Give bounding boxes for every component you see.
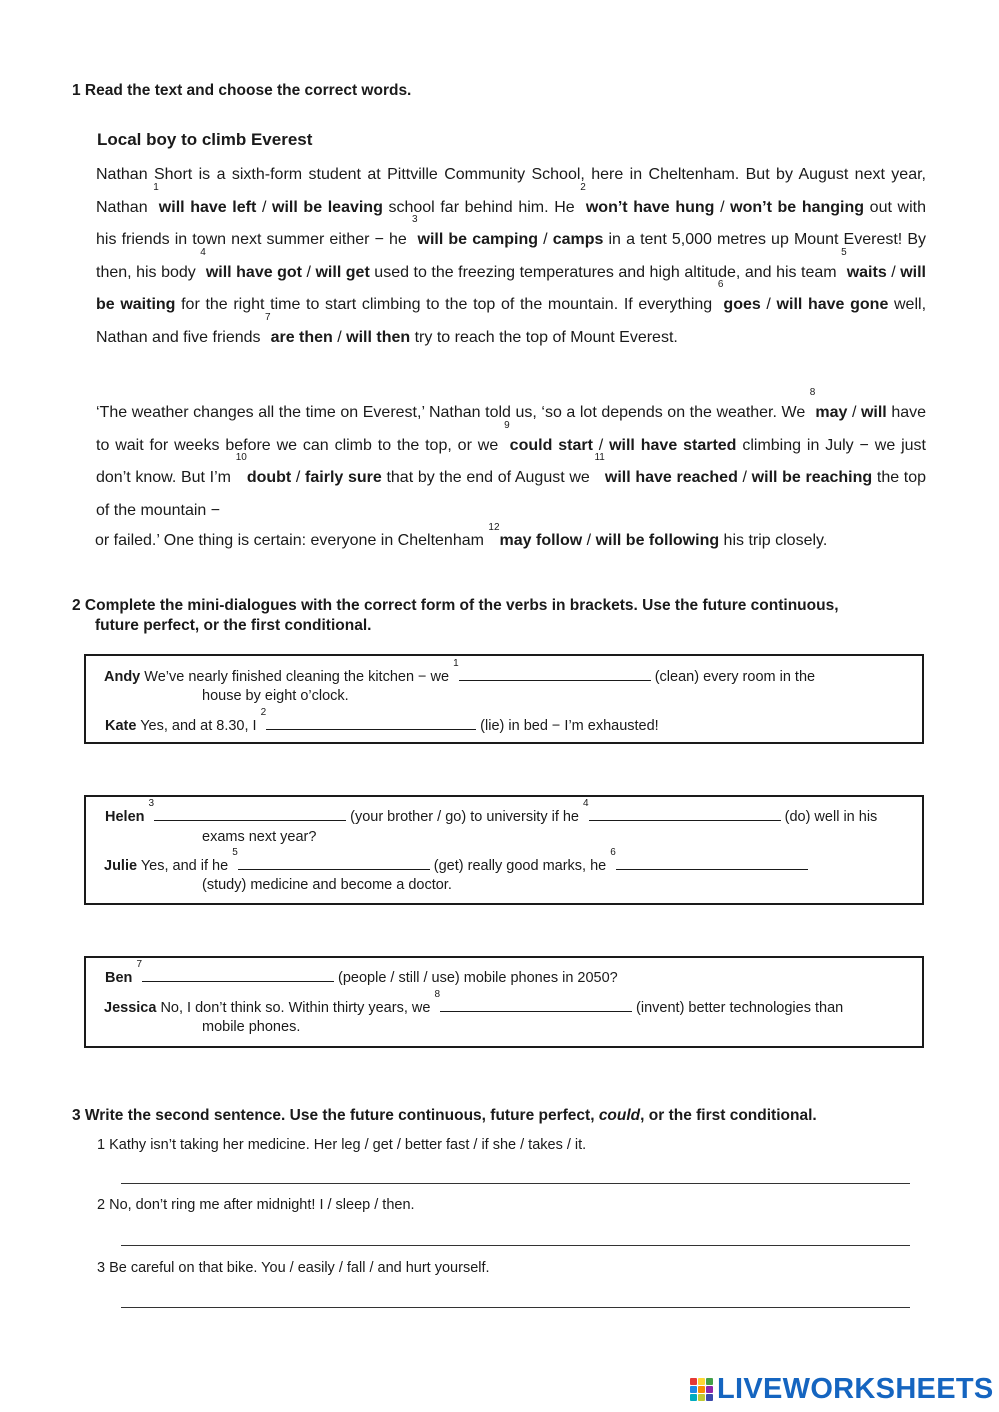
answer-blank-6[interactable] (616, 857, 808, 870)
dialogue-line-helen-cont: exams next year? (202, 829, 317, 845)
logo-text: LIVEWORKSHEETS (717, 1372, 994, 1405)
logo-square (698, 1394, 705, 1401)
option-9b[interactable]: will have started (609, 436, 737, 454)
option-1b[interactable]: will be leaving (272, 198, 383, 216)
exercise-2-heading-cont: future perfect, or the first conditional. (95, 617, 372, 634)
exercise-2-heading: 2 Complete the mini-dialogues with the correct form of the verbs in brackets. Use the future continuous, (72, 597, 839, 614)
speaker-andy: Andy (104, 669, 141, 685)
option-12b[interactable]: will be following (595, 532, 720, 549)
option-7a[interactable]: are then (270, 328, 333, 346)
answer-blank-2[interactable] (266, 717, 476, 730)
article-paragraph-3: or failed.’ One thing is certain: everyone in Cheltenham $^{12}$may follow / will be following his trip closely. (95, 522, 828, 549)
answer-blank-7[interactable] (142, 969, 334, 982)
dialogue-line-julie-cont: (study) medicine and become a doctor. (202, 877, 452, 893)
option-5a[interactable]: waits (846, 263, 887, 281)
logo-square (706, 1394, 713, 1401)
option-6b[interactable]: will have gone (776, 296, 889, 314)
speaker-ben: Ben (105, 970, 133, 986)
dialogue-line-andy: Andy We’ve nearly finished cleaning the kitchen − we $^1$ (clean) every room in the (104, 658, 816, 685)
logo-square (690, 1378, 697, 1385)
dialogue-line-helen: Helen $^3$ (your brother / go) to university if he $^4$ (do) well in his (105, 798, 878, 825)
option-9a[interactable]: could start (509, 436, 593, 454)
logo-mark-icon (690, 1378, 713, 1401)
answer-blank-5[interactable] (238, 857, 430, 870)
speaker-helen: Helen (105, 809, 145, 825)
answer-blank-8[interactable] (440, 999, 632, 1012)
option-10a[interactable]: doubt (246, 469, 292, 487)
option-2a[interactable]: won’t have hung (585, 198, 715, 216)
logo-square (698, 1378, 705, 1385)
exercise-3-item-2: 2 No, don’t ring me after midnight! I / sleep / then. (97, 1197, 415, 1213)
option-10b[interactable]: fairly sure (305, 469, 382, 487)
dialogue-line-andy-cont: house by eight o’clock. (202, 688, 349, 704)
exercise-3-item-3: 3 Be careful on that bike. You / easily / fall / and hurt yourself. (97, 1260, 490, 1276)
option-11a[interactable]: will have reached (604, 469, 738, 487)
answer-blank-3[interactable] (154, 808, 346, 821)
logo-square (690, 1394, 697, 1401)
option-3a[interactable]: will be camping (417, 231, 538, 249)
option-5b[interactable]: will be waiting (96, 263, 926, 314)
logo-square (690, 1386, 697, 1393)
dialogue-box-2 (84, 795, 924, 905)
option-4a[interactable]: will have got (205, 263, 302, 281)
exercise-3-heading: 3 Write the second sentence. Use the future continuous, future perfect, could, or the first conditional. (72, 1107, 817, 1124)
exercise-1-heading: 1 Read the text and choose the correct words. (72, 82, 412, 99)
option-2b[interactable]: won’t be hanging (730, 198, 865, 216)
speaker-jessica: Jessica (104, 1000, 157, 1016)
logo-square (698, 1386, 705, 1393)
option-11b[interactable]: will be reaching (751, 469, 873, 487)
logo-square (706, 1378, 713, 1385)
exercise-3-item-1: 1 Kathy isn’t taking her medicine. Her leg / get / better fast / if she / takes / it. (97, 1137, 587, 1153)
dialogue-line-julie: Julie Yes, and if he $^5$ (get) really good marks, he $^6$ (104, 857, 808, 874)
answer-line-1[interactable] (121, 1183, 910, 1184)
article-paragraph-1: Nathan Short is a sixth-form student at Pittville Community School, here in Cheltenham. But by August next year, Nathan $^1$will have left / will be leaving school far behind him. He $^2$won’t have hung / won’t be hanging out with his friends in town next summer either − he $^3$will be camping / camps in a tent 5,000 metres up Mount Everest! By then, his body $^4$will have got / will get used to the freezing temperatures and high altitude, and his team $^5$waits / will be waiting for the right time to start climbing to the top of the mountain. If everything $^6$goes / will have gone well, Nathan and five friends $^7$are then / will then try to reach the top of Mount Everest. (96, 166, 927, 346)
dialogue-line-kate: Kate Yes, and at 8.30, I $^2$ (lie) in bed − I’m exhausted! (105, 707, 659, 734)
option-6a[interactable]: goes (723, 296, 761, 314)
speaker-kate: Kate (105, 718, 137, 734)
dialogue-line-jessica-cont: mobile phones. (202, 1019, 301, 1035)
option-8a[interactable]: may (815, 404, 848, 421)
dialogue-box-1 (84, 654, 924, 744)
option-8b[interactable]: will (860, 404, 887, 421)
option-1a[interactable]: will have left (158, 198, 257, 216)
answer-blank-4[interactable] (589, 808, 781, 821)
dialogue-line-jessica: Jessica No, I don’t think so. Within thirty years, we $^8$ (invent) better technologies than (104, 989, 844, 1016)
option-3b[interactable]: camps (552, 231, 604, 249)
article-title: Local boy to climb Everest (97, 130, 313, 149)
answer-blank-1[interactable] (459, 668, 651, 681)
dialogue-box-3 (84, 956, 924, 1048)
liveworksheets-logo (690, 1372, 994, 1406)
dialogue-line-ben: Ben $^7$ (people / still / use) mobile phones in 2050? (105, 959, 618, 986)
option-7b[interactable]: will then (346, 328, 411, 346)
option-12a[interactable]: may follow (499, 532, 583, 549)
option-4b[interactable]: will get (315, 263, 370, 281)
speaker-julie: Julie (104, 858, 138, 874)
answer-line-2[interactable] (121, 1245, 910, 1246)
article-paragraph-2: ‘The weather changes all the time on Everest,’ Nathan told us, ‘so a lot depends on the weather. We $^8$may / will have to wait for weeks before we can climb to the top, or we $^9$could start / will have started climbing in July − we just don’t know. But I’m $^{10}$doubt / fairly sure that by the end of August we $^{11}$will have reached / will be reaching the top of the mountain − (96, 387, 927, 519)
logo-square (706, 1386, 713, 1393)
answer-line-3[interactable] (121, 1307, 910, 1308)
